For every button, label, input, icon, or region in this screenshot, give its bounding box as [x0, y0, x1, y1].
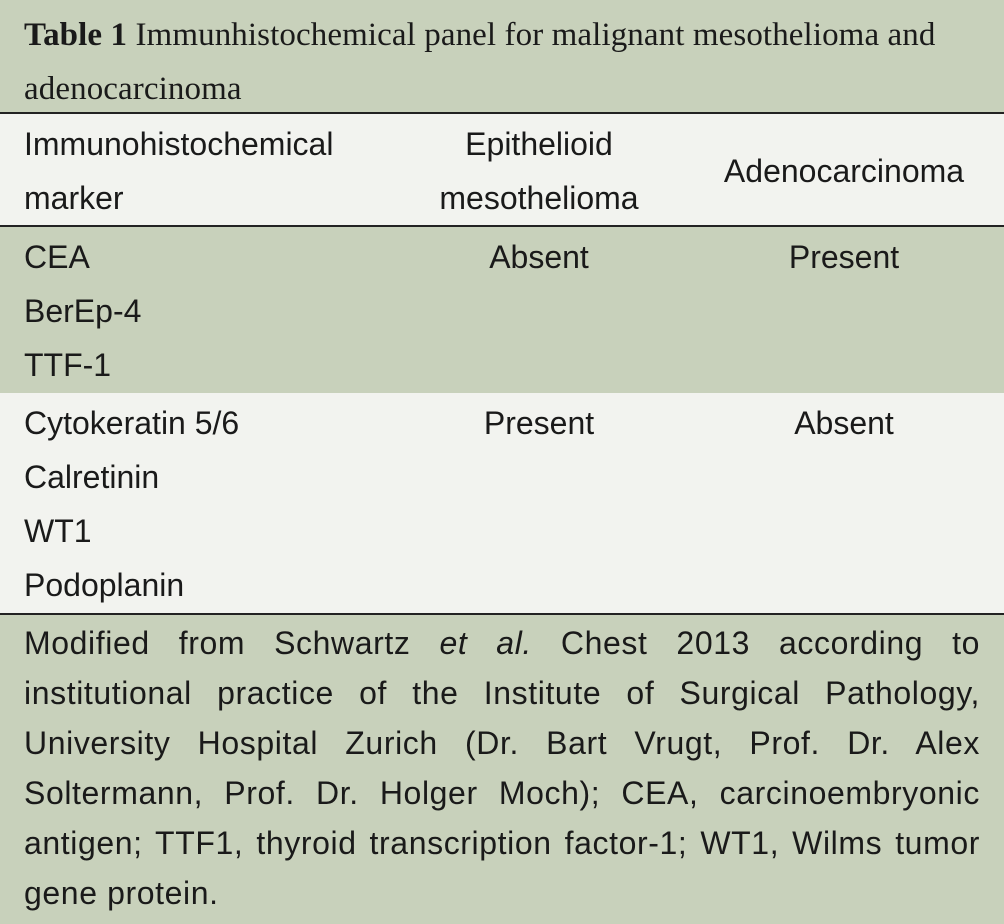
- adenocarcinoma-value: Present: [788, 239, 900, 275]
- header-adenocarcinoma: Adenocarcinoma: [723, 153, 965, 189]
- table-group-2: [0, 393, 1004, 613]
- marker-list-1: [24, 230, 141, 392]
- footnote-prefix: Modified from Schwartz: [24, 625, 440, 661]
- marker-cell: Calretinin: [24, 459, 160, 495]
- table-label: Table 1: [24, 17, 128, 53]
- table-footnote: [24, 618, 980, 918]
- table-title: [24, 8, 994, 116]
- marker-cell: Podoplanin: [24, 567, 185, 603]
- footnote-rest: Chest 2013 according to institutional practice of the Institute of Surgical Pathology, University Hospital Zurich (Dr. Bart Vrugt, Prof. Dr. Alex Soltermann, Prof. Dr. Holger Moch); CEA, carcinoembryonic antigen; TTF1, thyroid transcription factor-1; WT1, Wilms tumor gene protein.: [24, 625, 980, 911]
- footnote-italic: et al.: [439, 625, 532, 661]
- header-marker: Immunohistochemical marker: [24, 126, 334, 216]
- epithelioid-value: Absent: [489, 239, 589, 275]
- table-title-text: Immunhistochemical panel for malignant mesothelioma and adenocarcinoma: [24, 17, 936, 107]
- marker-cell: WT1: [24, 513, 92, 549]
- marker-cell: BerEp-4: [24, 293, 142, 329]
- table-group-1: [0, 227, 1004, 393]
- marker-cell: TTF-1: [24, 347, 112, 383]
- table-header-row: [0, 114, 1004, 225]
- epithelioid-value: Present: [483, 405, 595, 441]
- marker-cell: CEA: [24, 239, 90, 275]
- header-epithelioid: Epithelioid mesothelioma: [439, 126, 639, 216]
- adenocarcinoma-value: Absent: [794, 405, 894, 441]
- marker-cell: Cytokeratin 5/6: [24, 405, 240, 441]
- marker-list-2: [24, 396, 239, 612]
- table-caption: [0, 0, 1004, 112]
